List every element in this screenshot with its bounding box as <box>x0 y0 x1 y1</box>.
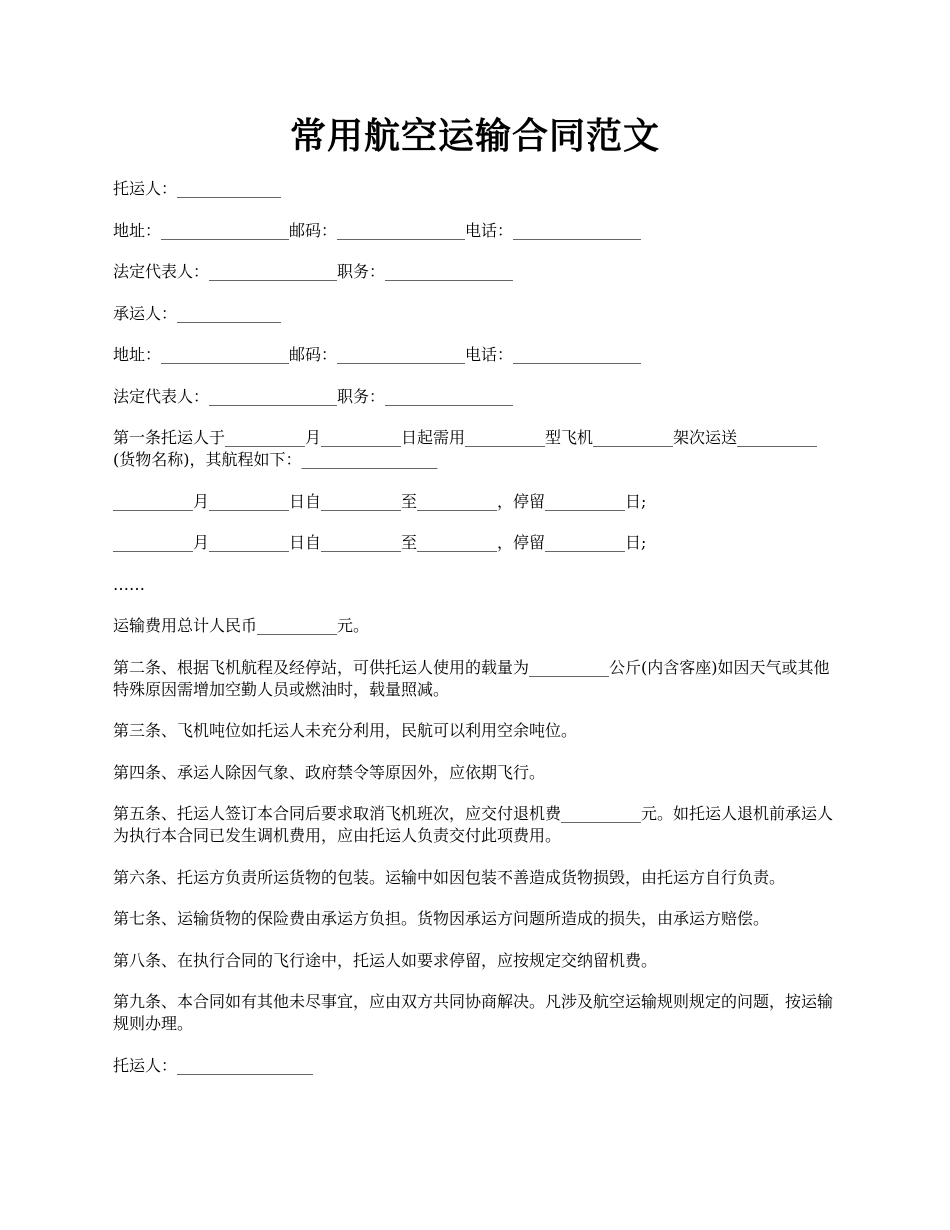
flight-route-line-1: __________月__________日自__________至__________，停留__________日; <box>113 491 647 511</box>
carrier-representative-line: 法定代表人：________________职务：________________ <box>113 386 514 406</box>
article-1: 第一条托运人于__________月__________日起需用__________型飞机__________架次运送__________(货物名称)，其航程如下：_________________ <box>113 428 818 469</box>
article-9: 第九条、本合同如有其他未尽事宜，应由双方共同协商解决。凡涉及航空运输规则规定的问题，按运输规则办理。 <box>113 992 834 1033</box>
total-fee-line: 运输费用总计人民币__________元。 <box>113 616 370 635</box>
flight-route-line-2: __________月__________日自__________至__________，停留__________日; <box>113 533 647 552</box>
shipper-address-line: 地址：________________邮码：________________电话：________________ <box>113 220 642 240</box>
document-body <box>113 178 839 1096</box>
carrier-line: 承运人：_____________ <box>113 303 282 323</box>
article-8: 第八条、在执行合同的飞行途中，托运人如要求停留，应按规定交纳留机费。 <box>113 950 658 970</box>
article-7: 第七条、运输货物的保险费由承运方负担。货物因承运方问题所造成的损失，由承运方赔偿。 <box>113 909 770 928</box>
article-3: 第三条、飞机吨位如托运人未充分利用，民航可以利用空余吨位。 <box>113 721 578 740</box>
shipper-representative-line: 法定代表人：________________职务：________________ <box>113 262 514 281</box>
shipper-signature-line: 托运人：_________________ <box>113 1055 314 1075</box>
article-5: 第五条、托运人签订本合同后要求取消飞机班次，应交付退机费__________元。如托运人退机前承运人为执行本合同已发生调机费用，应由托运人负责交付此项费用。 <box>113 804 834 845</box>
document-title: 常用航空运输合同范文 <box>289 115 660 157</box>
carrier-address-line: 地址：________________邮码：________________电话：________________ <box>113 345 642 364</box>
article-6: 第六条、托运方负责所运货物的包装。运输中如因包装不善造成货物损毁，由托运方自行负责。 <box>113 867 786 887</box>
shipper-line: 托运人：_____________ <box>113 179 282 198</box>
ellipsis-line: …… <box>113 574 145 594</box>
article-2: 第二条、根据飞机航程及经停站，可供托运人使用的载量为__________公斤(内含客座)如因天气或其他特殊原因需增加空勤人员或燃油时，载量照减。 <box>113 657 830 699</box>
article-4: 第四条、承运人除因气象、政府禁令等原因外，应依期飞行。 <box>113 762 546 782</box>
